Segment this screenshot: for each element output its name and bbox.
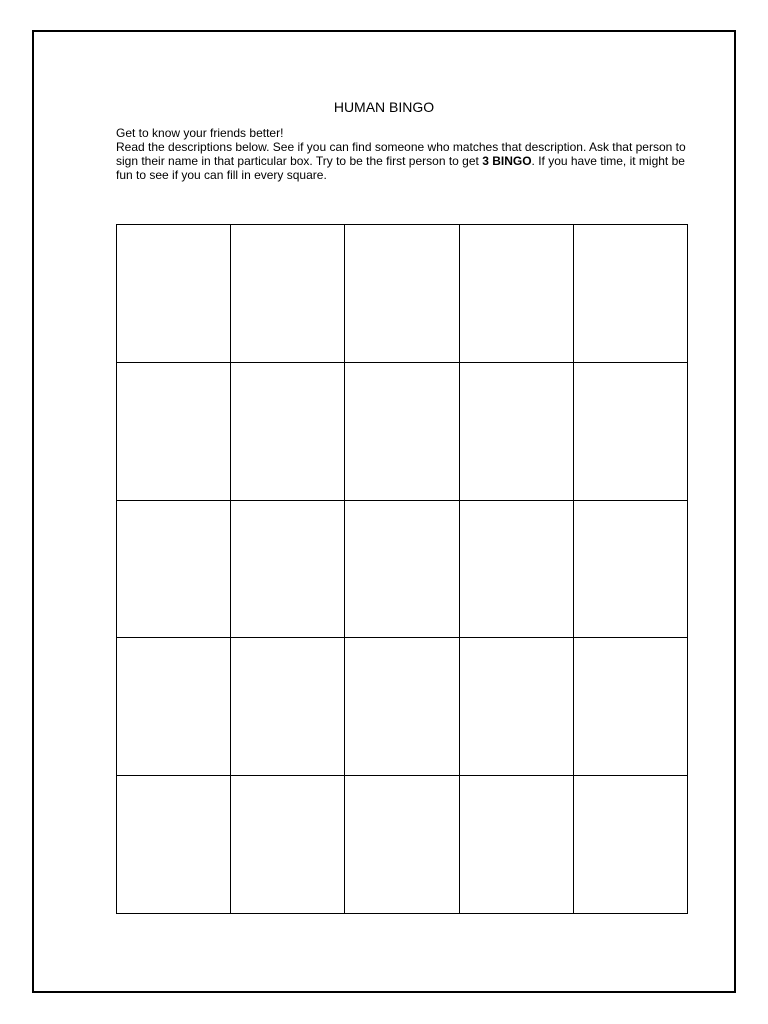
instructions-text-end: . If you have time, it might be fun to see if you can fill in every square. — [116, 154, 685, 182]
bingo-cell[interactable] — [574, 225, 688, 363]
bingo-cell[interactable] — [345, 501, 459, 639]
bingo-cell[interactable] — [345, 363, 459, 501]
bingo-cell[interactable] — [460, 363, 574, 501]
intro-line: Get to know your friends better! — [116, 126, 284, 140]
bingo-cell[interactable] — [345, 776, 459, 914]
bingo-cell[interactable] — [231, 776, 345, 914]
bingo-cell[interactable] — [231, 501, 345, 639]
bingo-cell[interactable] — [117, 225, 231, 363]
bingo-grid — [116, 224, 688, 914]
bingo-cell[interactable] — [117, 638, 231, 776]
bingo-cell[interactable] — [574, 363, 688, 501]
bingo-cell[interactable] — [460, 501, 574, 639]
bingo-cell[interactable] — [345, 638, 459, 776]
bingo-cell[interactable] — [574, 638, 688, 776]
instructions-block — [116, 126, 696, 182]
bingo-cell[interactable] — [574, 501, 688, 639]
bingo-count-emphasis: 3 BINGO — [482, 154, 532, 168]
bingo-cell[interactable] — [231, 638, 345, 776]
page-title: HUMAN BINGO — [333, 99, 435, 116]
bingo-cell[interactable] — [231, 363, 345, 501]
bingo-cell[interactable] — [117, 501, 231, 639]
bingo-cell[interactable] — [345, 225, 459, 363]
instructions-paragraph — [116, 140, 696, 182]
bingo-cell[interactable] — [460, 225, 574, 363]
bingo-cell[interactable] — [460, 638, 574, 776]
bingo-cell[interactable] — [574, 776, 688, 914]
bingo-cell[interactable] — [117, 363, 231, 501]
bingo-cell[interactable] — [231, 225, 345, 363]
bingo-cell[interactable] — [117, 776, 231, 914]
bingo-cell[interactable] — [460, 776, 574, 914]
instructions-text: Read the descriptions below. See if you can find someone who matches that description. Ask that person to sign their name in that particular box. Try to be the first person to get — [116, 140, 686, 168]
